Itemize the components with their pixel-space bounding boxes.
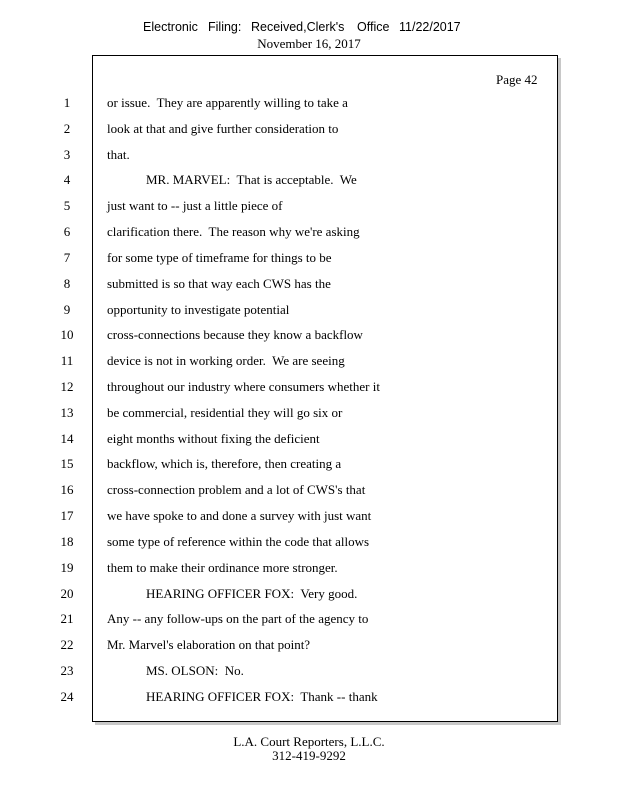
court-reporter-name: L.A. Court Reporters, L.L.C. <box>233 734 385 749</box>
line-number: 16 <box>60 482 74 498</box>
line-number: 5 <box>63 198 71 214</box>
line-number: 9 <box>63 301 71 317</box>
line-number: 6 <box>63 224 71 240</box>
line-number: 10 <box>60 327 74 343</box>
line-number: 11 <box>60 353 74 369</box>
transcript-line <box>0 302 618 322</box>
transcript-line <box>0 379 618 399</box>
line-number: 15 <box>60 456 74 472</box>
stamp-word: Electronic <box>143 20 198 34</box>
page-number: Page 42 <box>496 72 538 87</box>
line-text: submitted is so that way each CWS has the <box>107 275 331 291</box>
line-text: MR. MARVEL: That is acceptable. We <box>146 172 357 188</box>
line-text: be commercial, residential they will go six or <box>107 404 343 420</box>
line-text: eight months without fixing the deficient <box>107 430 320 446</box>
line-text: clarification there. The reason why we're asking <box>107 224 360 240</box>
line-number: 21 <box>60 611 74 627</box>
transcript-line <box>0 508 618 528</box>
transcript-line <box>0 172 618 192</box>
transcript-line <box>0 689 618 709</box>
transcript-line <box>0 637 618 657</box>
line-number: 20 <box>60 585 74 601</box>
stamp-word: 11/22/2017 <box>399 20 461 34</box>
transcript-line <box>0 560 618 580</box>
transcript-line <box>0 611 618 631</box>
stamp-word: Office <box>357 20 390 34</box>
line-text: or issue. They are apparently willing to take a <box>107 95 348 110</box>
line-number: 14 <box>60 430 74 446</box>
stamp-word: Filing: <box>208 20 242 34</box>
line-number: 24 <box>60 688 74 704</box>
line-number: 2 <box>63 120 71 136</box>
stamp-word: Received,Clerk's <box>251 20 345 34</box>
transcript-line <box>0 482 618 502</box>
transcript-line <box>0 456 618 476</box>
line-text: opportunity to investigate potential <box>107 301 290 317</box>
line-number: 3 <box>63 146 71 162</box>
transcript-line <box>0 663 618 683</box>
line-text: HEARING OFFICER FOX: Very good. <box>146 585 358 601</box>
court-reporter-phone: 312-419-9292 <box>272 748 346 763</box>
transcript-line <box>0 534 618 554</box>
line-number: 18 <box>60 533 74 549</box>
transcript-line <box>0 586 618 606</box>
line-text: MS. OLSON: No. <box>146 663 244 679</box>
line-text: device is not in working order. We are seeing <box>107 353 345 369</box>
line-text: for some type of timeframe for things to be <box>107 249 332 265</box>
line-text: some type of reference within the code that allows <box>107 533 370 549</box>
line-text: them to make their ordinance more stronger. <box>107 559 338 575</box>
transcript-line <box>0 327 618 347</box>
line-number: 7 <box>63 249 71 265</box>
transcript-line <box>0 431 618 451</box>
transcript-line <box>0 198 618 218</box>
line-text: throughout our industry where consumers whether it <box>107 379 380 395</box>
line-number: 12 <box>60 379 74 395</box>
line-text: that. <box>107 146 130 162</box>
line-text: cross-connections because they know a backflow <box>107 327 363 343</box>
line-number: 1 <box>63 95 71 110</box>
transcript-date: November 16, 2017 <box>257 36 361 51</box>
line-text: backflow, which is, therefore, then creating a <box>107 456 342 472</box>
transcript-line <box>0 95 618 115</box>
line-number: 13 <box>60 404 74 420</box>
line-text: Mr. Marvel's elaboration on that point? <box>107 637 311 653</box>
line-number: 22 <box>60 637 74 653</box>
line-number: 23 <box>60 663 74 679</box>
line-number: 17 <box>60 508 74 524</box>
line-text: look at that and give further consideration to <box>107 120 339 136</box>
line-text: Any -- any follow-ups on the part of the agency to <box>107 611 369 627</box>
line-text: just want to -- just a little piece of <box>107 198 283 214</box>
transcript-line <box>0 405 618 425</box>
transcript-line <box>0 353 618 373</box>
transcript-line <box>0 121 618 141</box>
transcript-line <box>0 147 618 167</box>
line-number: 8 <box>63 275 71 291</box>
line-text: cross-connection problem and a lot of CWS's that <box>107 482 366 498</box>
line-text: HEARING OFFICER FOX: Thank -- thank <box>146 688 378 704</box>
line-number: 19 <box>60 559 74 575</box>
transcript-line <box>0 224 618 244</box>
transcript-line <box>0 276 618 296</box>
transcript-line <box>0 250 618 270</box>
line-number: 4 <box>63 172 71 188</box>
line-text: we have spoke to and done a survey with just want <box>107 508 372 524</box>
